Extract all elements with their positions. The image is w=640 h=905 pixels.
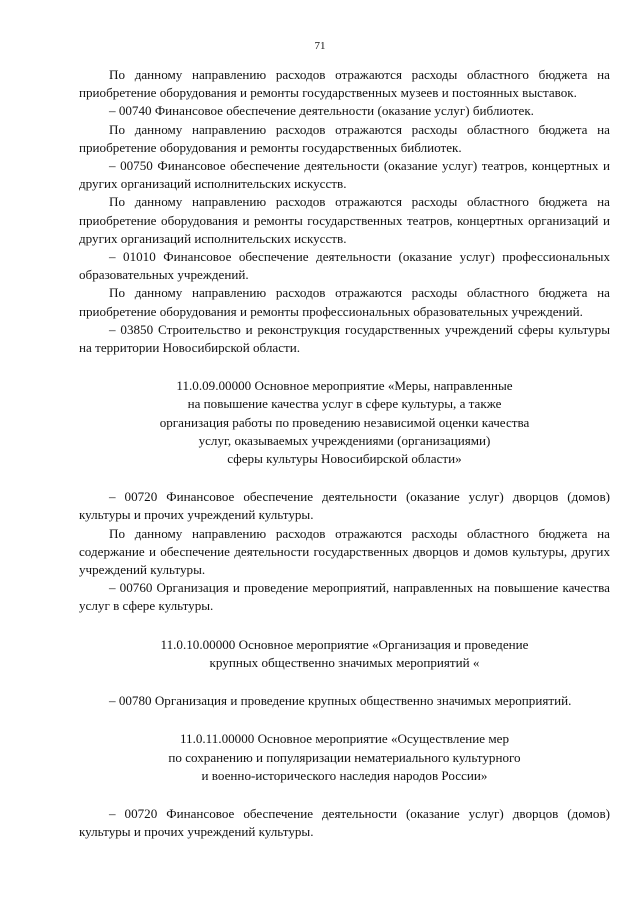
page-number: 71	[314, 40, 326, 52]
heading-line: организация работы по проведению независимой оценки качества	[159, 414, 530, 430]
section-heading	[79, 377, 610, 468]
paragraph: – 00720 Финансовое обеспечение деятельности (оказание услуг) дворцов (домов) культуры и прочих учреждений культуры.	[79, 805, 610, 840]
paragraph: По данному направлению расходов отражаются расходы областного бюджета на приобретение оборудования и ремонты государственных музеев и постоянных выставок.	[79, 67, 610, 101]
document-body	[79, 66, 610, 841]
heading-line: сферы культуры Новосибирской области»	[227, 451, 462, 467]
paragraph: – 03850 Строительство и реконструкция государственных учреждений сферы культуры на территории Новосибирской области.	[79, 321, 610, 356]
section-heading	[79, 636, 610, 672]
paragraph: По данному направлению расходов отражаются расходы областного бюджета на приобретение оборудования и ремонты государственных театров, концертных организаций и других организаций исполнительских искусств.	[79, 194, 610, 246]
heading-line: и военно-исторического наследия народов России»	[201, 767, 488, 783]
heading-line: по сохранению и популяризации нематериального культурного	[168, 749, 521, 765]
heading-line: 11.0.09.00000 Основное мероприятие «Меры, направленные	[176, 378, 513, 394]
heading-line: услуг, оказываемых учреждениями (организациями)	[198, 432, 491, 448]
paragraph: – 00740 Финансовое обеспечение деятельности (оказание услуг) библиотек.	[109, 103, 534, 119]
section-heading	[79, 730, 610, 785]
paragraph: – 00760 Организация и проведение мероприятий, направленных на повышение качества услуг в сфере культуры.	[79, 580, 610, 614]
paragraph: – 00780 Организация и проведение крупных общественно значимых мероприятий.	[109, 693, 572, 709]
paragraph: – 00720 Финансовое обеспечение деятельности (оказание услуг) дворцов (домов) культуры и прочих учреждений культуры.	[79, 489, 610, 523]
paragraph: По данному направлению расходов отражаются расходы областного бюджета на приобретение оборудования и ремонты государственных библиотек.	[79, 121, 610, 155]
heading-line: 11.0.11.00000 Основное мероприятие «Осуществление мер	[179, 731, 510, 747]
paragraph: По данному направлению расходов отражаются расходы областного бюджета на приобретение оборудования и ремонты профессиональных образовательных учреждений.	[79, 285, 610, 319]
heading-line: крупных общественно значимых мероприятий «	[209, 654, 480, 670]
heading-line: на повышение качества услуг в сфере культуры, а также	[187, 396, 502, 412]
paragraph: – 00750 Финансовое обеспечение деятельности (оказание услуг) театров, концертных и других организаций исполнительских искусств.	[79, 158, 610, 192]
paragraph: – 01010 Финансовое обеспечение деятельности (оказание услуг) профессиональных образовательных учреждений.	[79, 249, 610, 283]
heading-line: 11.0.10.00000 Основное мероприятие «Организация и проведение	[160, 636, 529, 652]
paragraph: По данному направлению расходов отражаются расходы областного бюджета на содержание и обеспечение деятельности государственных дворцов и домов культуры, других учреждений культуры.	[79, 525, 610, 578]
